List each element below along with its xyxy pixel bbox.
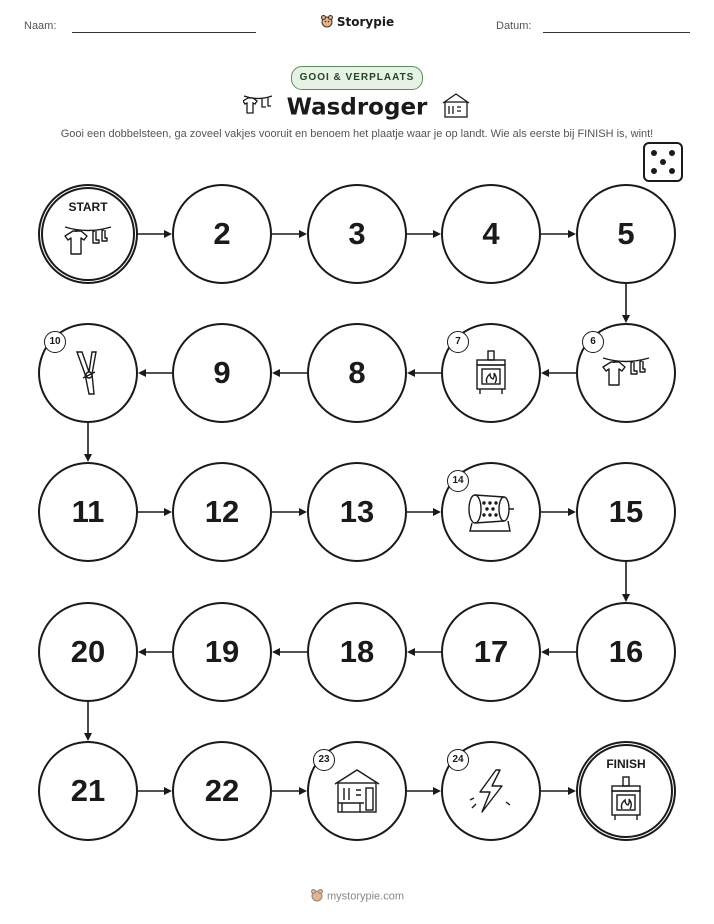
cell-label: START xyxy=(68,200,108,214)
board-cell xyxy=(307,741,407,841)
footer-url[interactable]: mystorypie.com xyxy=(326,890,405,903)
wood-stove-icon xyxy=(466,350,516,396)
board-cell xyxy=(172,462,272,562)
cell-number: 16 xyxy=(608,634,644,669)
arrow-head xyxy=(138,369,146,377)
arrow-head xyxy=(541,648,549,656)
board-cell xyxy=(576,602,676,702)
cell-number: 22 xyxy=(204,773,240,808)
board-cell xyxy=(441,184,541,284)
board-cell xyxy=(172,741,272,841)
arrow-head xyxy=(568,230,576,238)
board-cell xyxy=(576,462,676,562)
arrow-head xyxy=(164,787,172,795)
arrow-head xyxy=(84,454,92,462)
cell-number: 3 xyxy=(348,216,366,251)
arrow-head xyxy=(299,787,307,795)
clothesline-icon xyxy=(63,219,113,265)
board-cell xyxy=(441,323,541,423)
cell-number: 2 xyxy=(213,216,231,251)
cell-number-tag: 7 xyxy=(447,331,469,353)
cell-number-tag: 10 xyxy=(44,331,66,353)
board-cell xyxy=(38,462,138,562)
board-cell xyxy=(441,602,541,702)
brand-name: Storypie xyxy=(336,15,395,29)
board-cell xyxy=(307,462,407,562)
title-text: Wasdroger xyxy=(286,94,428,121)
footer xyxy=(0,888,714,905)
board-cell xyxy=(172,602,272,702)
arrow-head xyxy=(541,369,549,377)
board-cell xyxy=(441,462,541,562)
finish-cell xyxy=(576,741,676,841)
cell-number: 8 xyxy=(348,355,366,390)
arrow-head xyxy=(164,230,172,238)
cell-number: 13 xyxy=(339,494,375,529)
cell-number: 17 xyxy=(473,634,509,669)
cell-number: 5 xyxy=(617,216,635,251)
board-cell xyxy=(307,323,407,423)
arrow-head xyxy=(622,594,630,602)
cell-number-tag: 14 xyxy=(447,470,469,492)
wood-stove-icon xyxy=(601,776,651,822)
cell-number: 4 xyxy=(482,216,500,251)
arrow-head xyxy=(568,508,576,516)
clothesline-icon xyxy=(601,350,651,396)
board-cell xyxy=(38,741,138,841)
storypie-mascot-icon xyxy=(310,888,324,905)
cell-number: 21 xyxy=(70,773,106,808)
clothespin-icon xyxy=(63,350,113,396)
arrow-head xyxy=(272,648,280,656)
arrow-head xyxy=(568,787,576,795)
date-label: Datum: xyxy=(496,20,532,32)
arrow-head xyxy=(299,508,307,516)
game-type-badge: GOOI & VERPLAATS xyxy=(291,66,423,90)
board-cell xyxy=(307,184,407,284)
cell-number: 12 xyxy=(204,494,240,529)
arrow-head xyxy=(299,230,307,238)
name-label: Naam: xyxy=(24,20,57,32)
instructions: Gooi een dobbelsteen, ga zoveel vakjes vooruit en benoem het plaatje waar je op landt. Wie als eerste bij FINISH is, wint! xyxy=(60,128,654,140)
cell-number: 20 xyxy=(70,634,106,669)
board-cell xyxy=(172,323,272,423)
arrow-head xyxy=(407,648,415,656)
cell-number: 9 xyxy=(213,355,231,390)
dryer-drum-icon xyxy=(466,489,516,535)
cell-number-tag: 24 xyxy=(447,749,469,771)
start-cell xyxy=(38,184,138,284)
lightning-icon xyxy=(466,768,516,814)
board-cell xyxy=(172,184,272,284)
board-cell xyxy=(576,184,676,284)
arrow-head xyxy=(433,230,441,238)
cell-number-tag: 23 xyxy=(313,749,335,771)
board-cell xyxy=(307,602,407,702)
arrow-head xyxy=(138,648,146,656)
arrow-head xyxy=(433,508,441,516)
board-cell xyxy=(38,323,138,423)
arrow-head xyxy=(622,315,630,323)
cell-number: 11 xyxy=(71,494,105,529)
workshop-icon xyxy=(332,768,382,814)
board-cell xyxy=(576,323,676,423)
cell-number: 18 xyxy=(339,634,375,669)
arrow-head xyxy=(164,508,172,516)
arrow-head xyxy=(84,733,92,741)
arrow-head xyxy=(272,369,280,377)
arrow-head xyxy=(407,369,415,377)
cell-number: 19 xyxy=(204,634,240,669)
board-cell xyxy=(38,602,138,702)
cell-number-tag: 6 xyxy=(582,331,604,353)
cell-number: 15 xyxy=(608,494,644,529)
arrow-head xyxy=(433,787,441,795)
board-cell xyxy=(441,741,541,841)
cell-label: FINISH xyxy=(606,757,646,771)
